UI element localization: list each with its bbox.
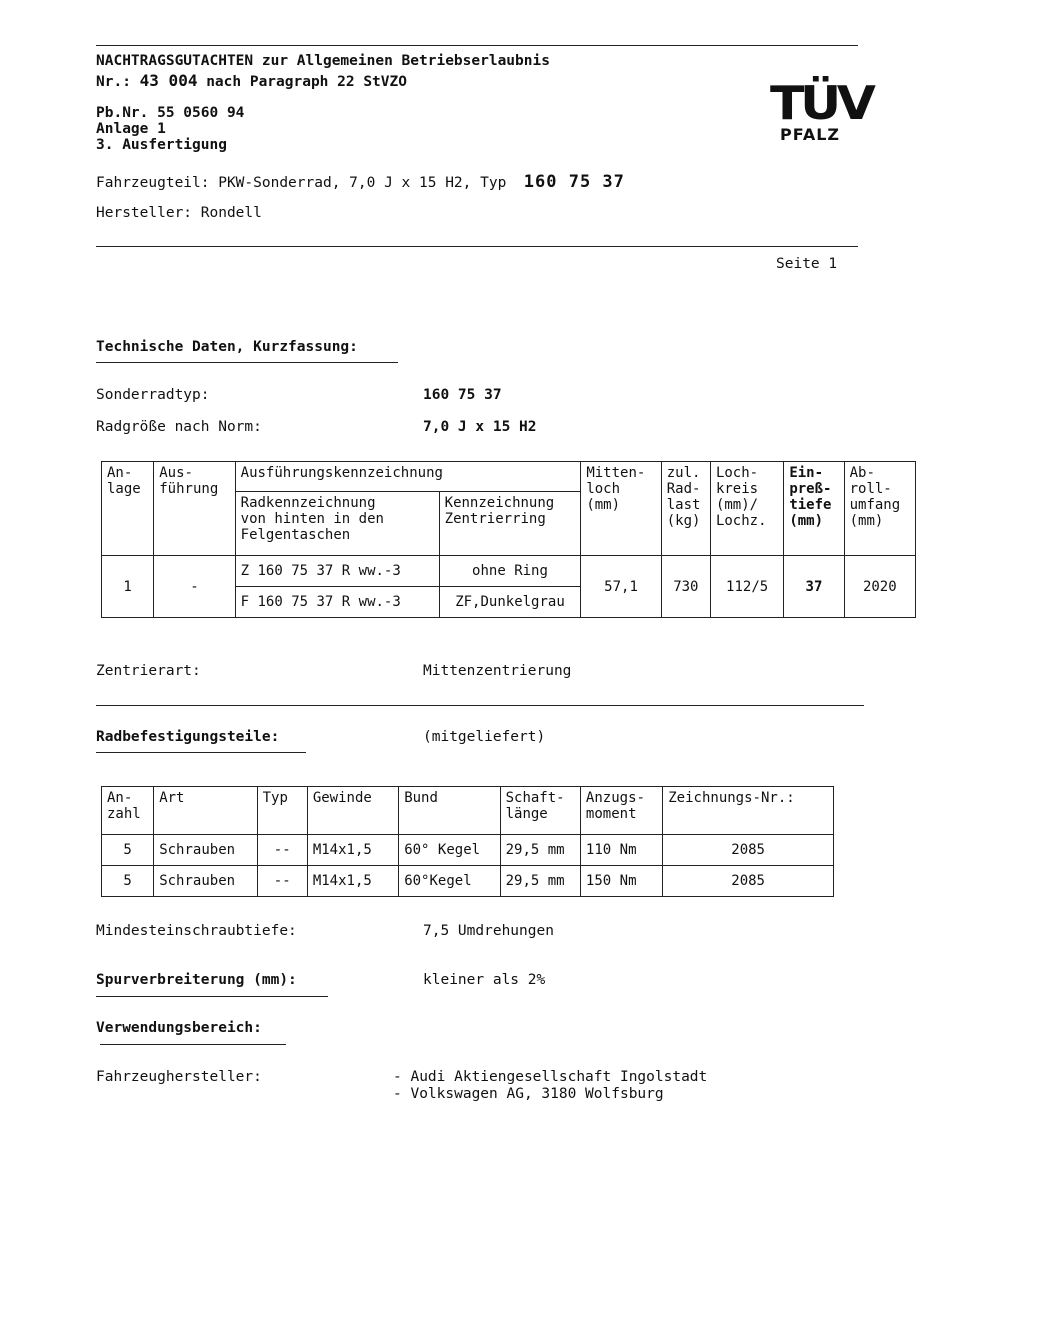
page-number: Seite 1 — [776, 256, 838, 272]
cell-gewinde: M14x1,5 — [307, 835, 398, 866]
zentrierart-value: Mittenzentrierung — [423, 663, 572, 679]
cell-bund: 60° Kegel — [399, 835, 500, 866]
fahrzeugteil-typ: 160 75 37 — [523, 172, 625, 192]
fahrzeugteil-label: Fahrzeugteil: PKW-Sonderrad, 7,0 J x 15 H2, Typ — [96, 175, 507, 191]
tuev-mark: TÜV — [770, 76, 872, 130]
fahrzeugteil-line — [96, 172, 625, 192]
header-ausfuehrungskennzeichnung: Ausführungskennzeichnung — [235, 462, 581, 492]
header-lochkreis: Loch- kreis (mm)/ Lochz. — [710, 462, 783, 556]
mindest-label: Mindesteinschraubtiefe: — [96, 923, 297, 939]
list-item: - Volkswagen AG, 3180 Wolfsburg — [393, 1086, 664, 1102]
list-item: - Audi Aktiengesellschaft Ingolstadt — [393, 1069, 708, 1085]
mindest-value: 7,5 Umdrehungen — [423, 923, 554, 939]
header-radlast: zul. Rad- last (kg) — [661, 462, 710, 556]
verwendung-heading-underline — [100, 1044, 286, 1045]
col-header-zeichnungsnr: Zeichnungs-Nr.: — [663, 787, 834, 835]
cell-art: Schrauben — [154, 866, 257, 897]
cell-mittenloch: 57,1 — [581, 556, 661, 618]
cell-kennzeichnung: ohne Ring — [439, 556, 581, 587]
header-mittenloch: Mitten- loch (mm) — [581, 462, 661, 556]
header-abrollumfang: Ab- roll- umfang (mm) — [844, 462, 915, 556]
header-radkennzeichnung: Radkennzeichnung von hinten in den Felgentaschen — [235, 492, 439, 556]
col-header-bund: Bund — [399, 787, 500, 835]
tuev-pfalz-logo — [770, 76, 872, 144]
col-header-anzahl: An- zahl — [102, 787, 154, 835]
table-row — [102, 835, 834, 866]
top-rule — [96, 45, 858, 46]
document-number-line — [96, 71, 407, 90]
radgroesse-label: Radgröße nach Norm: — [96, 419, 262, 435]
cell-anzahl: 5 — [102, 866, 154, 897]
cell-gewinde: M14x1,5 — [307, 866, 398, 897]
cell-anzugsmoment: 150 Nm — [580, 866, 662, 897]
col-header-art: Art — [154, 787, 257, 835]
header-einpresstiefe: Ein- preß- tiefe (mm) — [784, 462, 844, 556]
header-ausfuehrung: Aus- führung — [154, 462, 235, 556]
spur-label: Spurverbreiterung (mm): — [96, 972, 297, 988]
cell-bund: 60°Kegel — [399, 866, 500, 897]
cell-art: Schrauben — [154, 835, 257, 866]
cell-radlast: 730 — [661, 556, 710, 618]
cell-zeichnungsnr: 2085 — [663, 866, 834, 897]
sonderradtyp-label: Sonderradtyp: — [96, 387, 210, 403]
pb-number: Pb.Nr. 55 0560 94 — [96, 105, 245, 121]
cell-kennzeichnung: ZF,Dunkelgrau — [439, 587, 581, 618]
anlage: Anlage 1 — [96, 121, 166, 137]
spur-label-underline — [96, 996, 328, 997]
cell-einpresstiefe: 37 — [784, 556, 844, 618]
fastener-table — [101, 786, 834, 897]
verwendung-heading: Verwendungsbereich: — [96, 1020, 262, 1036]
table-row — [102, 866, 834, 897]
cell-anzahl: 5 — [102, 835, 154, 866]
cell-abrollumfang: 2020 — [844, 556, 915, 618]
document-title: NACHTRAGSGUTACHTEN zur Allgemeinen Betriebserlaubnis — [96, 53, 550, 69]
cell-typ: -- — [257, 835, 307, 866]
cell-radkennzeichnung: F 160 75 37 R ww.-3 — [235, 587, 439, 618]
number-prefix: Nr.: — [96, 74, 131, 90]
tuev-sub: PFALZ — [780, 125, 840, 144]
sonderradtyp-value: 160 75 37 — [423, 387, 502, 403]
tech-heading-underline — [96, 362, 398, 363]
cell-typ: -- — [257, 866, 307, 897]
paragraph-ref: nach Paragraph 22 StVZO — [206, 74, 407, 90]
spur-value: kleiner als 2% — [423, 972, 546, 988]
befestigung-note: (mitgeliefert) — [423, 729, 546, 745]
cell-zeichnungsnr: 2085 — [663, 835, 834, 866]
header-kennzeichnung-zentrierring: Kennzeichnung Zentrierring — [439, 492, 581, 556]
col-header-schaftlaenge: Schaft- länge — [500, 787, 580, 835]
cell-ausfuehrung: - — [154, 556, 235, 618]
befestigung-heading-underline — [96, 752, 306, 753]
zentrierart-label: Zentrierart: — [96, 663, 201, 679]
fahrzeughersteller-label: Fahrzeughersteller: — [96, 1069, 262, 1085]
cell-schaftlaenge: 29,5 mm — [500, 835, 580, 866]
col-header-typ: Typ — [257, 787, 307, 835]
cell-schaftlaenge: 29,5 mm — [500, 866, 580, 897]
radgroesse-value: 7,0 J x 15 H2 — [423, 419, 537, 435]
col-header-gewinde: Gewinde — [307, 787, 398, 835]
ausfertigung: 3. Ausfertigung — [96, 137, 227, 153]
header-anlage: An- lage — [102, 462, 154, 556]
wheel-table — [101, 461, 916, 618]
cell-lochkreis: 112/5 — [710, 556, 783, 618]
cell-anzugsmoment: 110 Nm — [580, 835, 662, 866]
cell-radkennzeichnung: Z 160 75 37 R ww.-3 — [235, 556, 439, 587]
befestigung-heading: Radbefestigungsteile: — [96, 729, 280, 745]
header-rule — [96, 246, 858, 247]
zentrierart-rule — [96, 705, 864, 706]
cell-anlage: 1 — [102, 556, 154, 618]
hersteller: Hersteller: Rondell — [96, 205, 262, 221]
gutachten-number: 43 004 — [139, 71, 198, 90]
tech-heading: Technische Daten, Kurzfassung: — [96, 339, 358, 355]
col-header-anzugsmoment: Anzugs- moment — [580, 787, 662, 835]
